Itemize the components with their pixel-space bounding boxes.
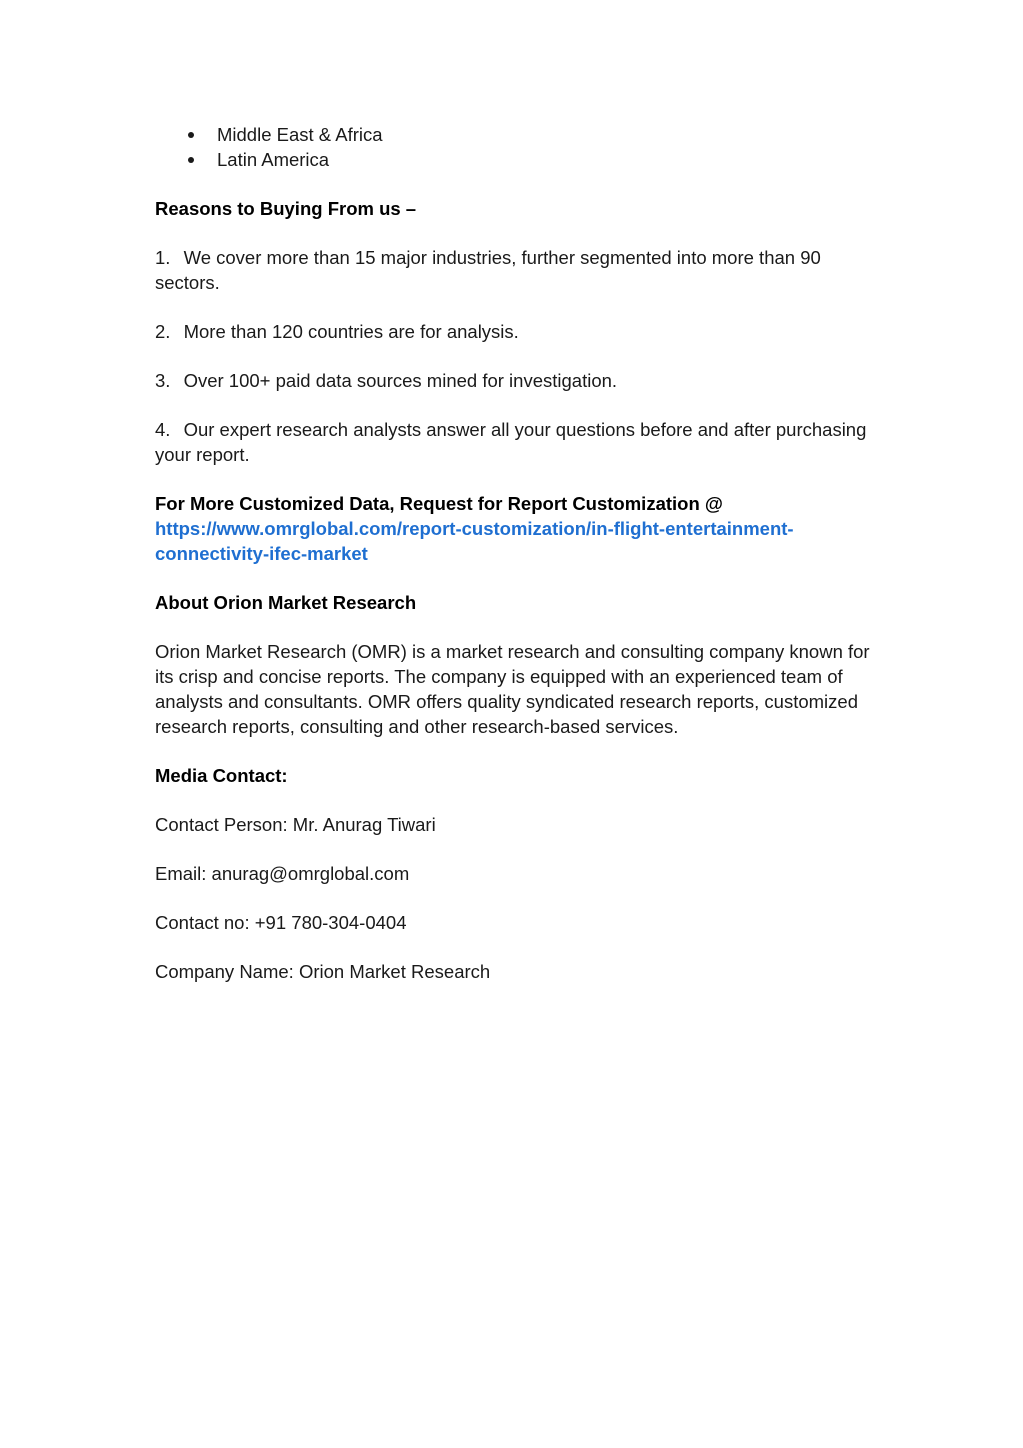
list-item <box>155 122 875 147</box>
customization-link-line[interactable]: https://www.omrglobal.com/report-customization/in-flight-entertainment- <box>155 518 794 539</box>
about-heading: About Orion Market Research <box>155 592 417 613</box>
contact-email: Email: anurag@omrglobal.com <box>155 863 410 884</box>
list-item <box>155 147 875 172</box>
customization-heading: For More Customized Data, Request for Report Customization @ <box>155 493 723 514</box>
bullet-icon <box>188 132 194 138</box>
reason-text: Over 100+ paid data sources mined for investigation. <box>183 370 618 391</box>
contact-company: Company Name: Orion Market Research <box>155 961 491 982</box>
contact-person: Contact Person: Mr. Anurag Tiwari <box>155 814 436 835</box>
reason-item <box>155 368 875 393</box>
reason-item <box>155 319 875 344</box>
reason-number: 4. <box>155 419 171 440</box>
reason-text: We cover more than 15 major industries, further segmented into more than 90 sectors. <box>155 247 821 293</box>
contact-heading: Media Contact: <box>155 765 288 786</box>
reason-number: 2. <box>155 321 171 342</box>
reason-text: Our expert research analysts answer all your questions before and after purchasing your report. <box>155 419 867 465</box>
customization-block <box>155 491 875 566</box>
region-list <box>155 122 875 172</box>
reason-text: More than 120 countries are for analysis. <box>183 321 519 342</box>
document-page <box>155 122 875 984</box>
reason-item <box>155 417 875 467</box>
reasons-heading: Reasons to Buying From us – <box>155 198 417 219</box>
reason-item <box>155 245 875 295</box>
bullet-icon <box>188 157 194 163</box>
reason-number: 1. <box>155 247 171 268</box>
contact-phone: Contact no: +91 780-304-0404 <box>155 912 407 933</box>
region-label: Middle East & Africa <box>217 124 383 145</box>
region-label: Latin America <box>217 149 330 170</box>
reason-number: 3. <box>155 370 171 391</box>
customization-link[interactable] <box>155 516 875 566</box>
customization-link-line[interactable]: connectivity-ifec-market <box>155 543 368 564</box>
about-body: Orion Market Research (OMR) is a market research and consulting company known for its crisp and concise reports. The company is equipped with an experienced team of analysts and consultants. OMR offers quality syndicated research reports, customized research reports, consulting and other research-based services. <box>155 641 870 737</box>
